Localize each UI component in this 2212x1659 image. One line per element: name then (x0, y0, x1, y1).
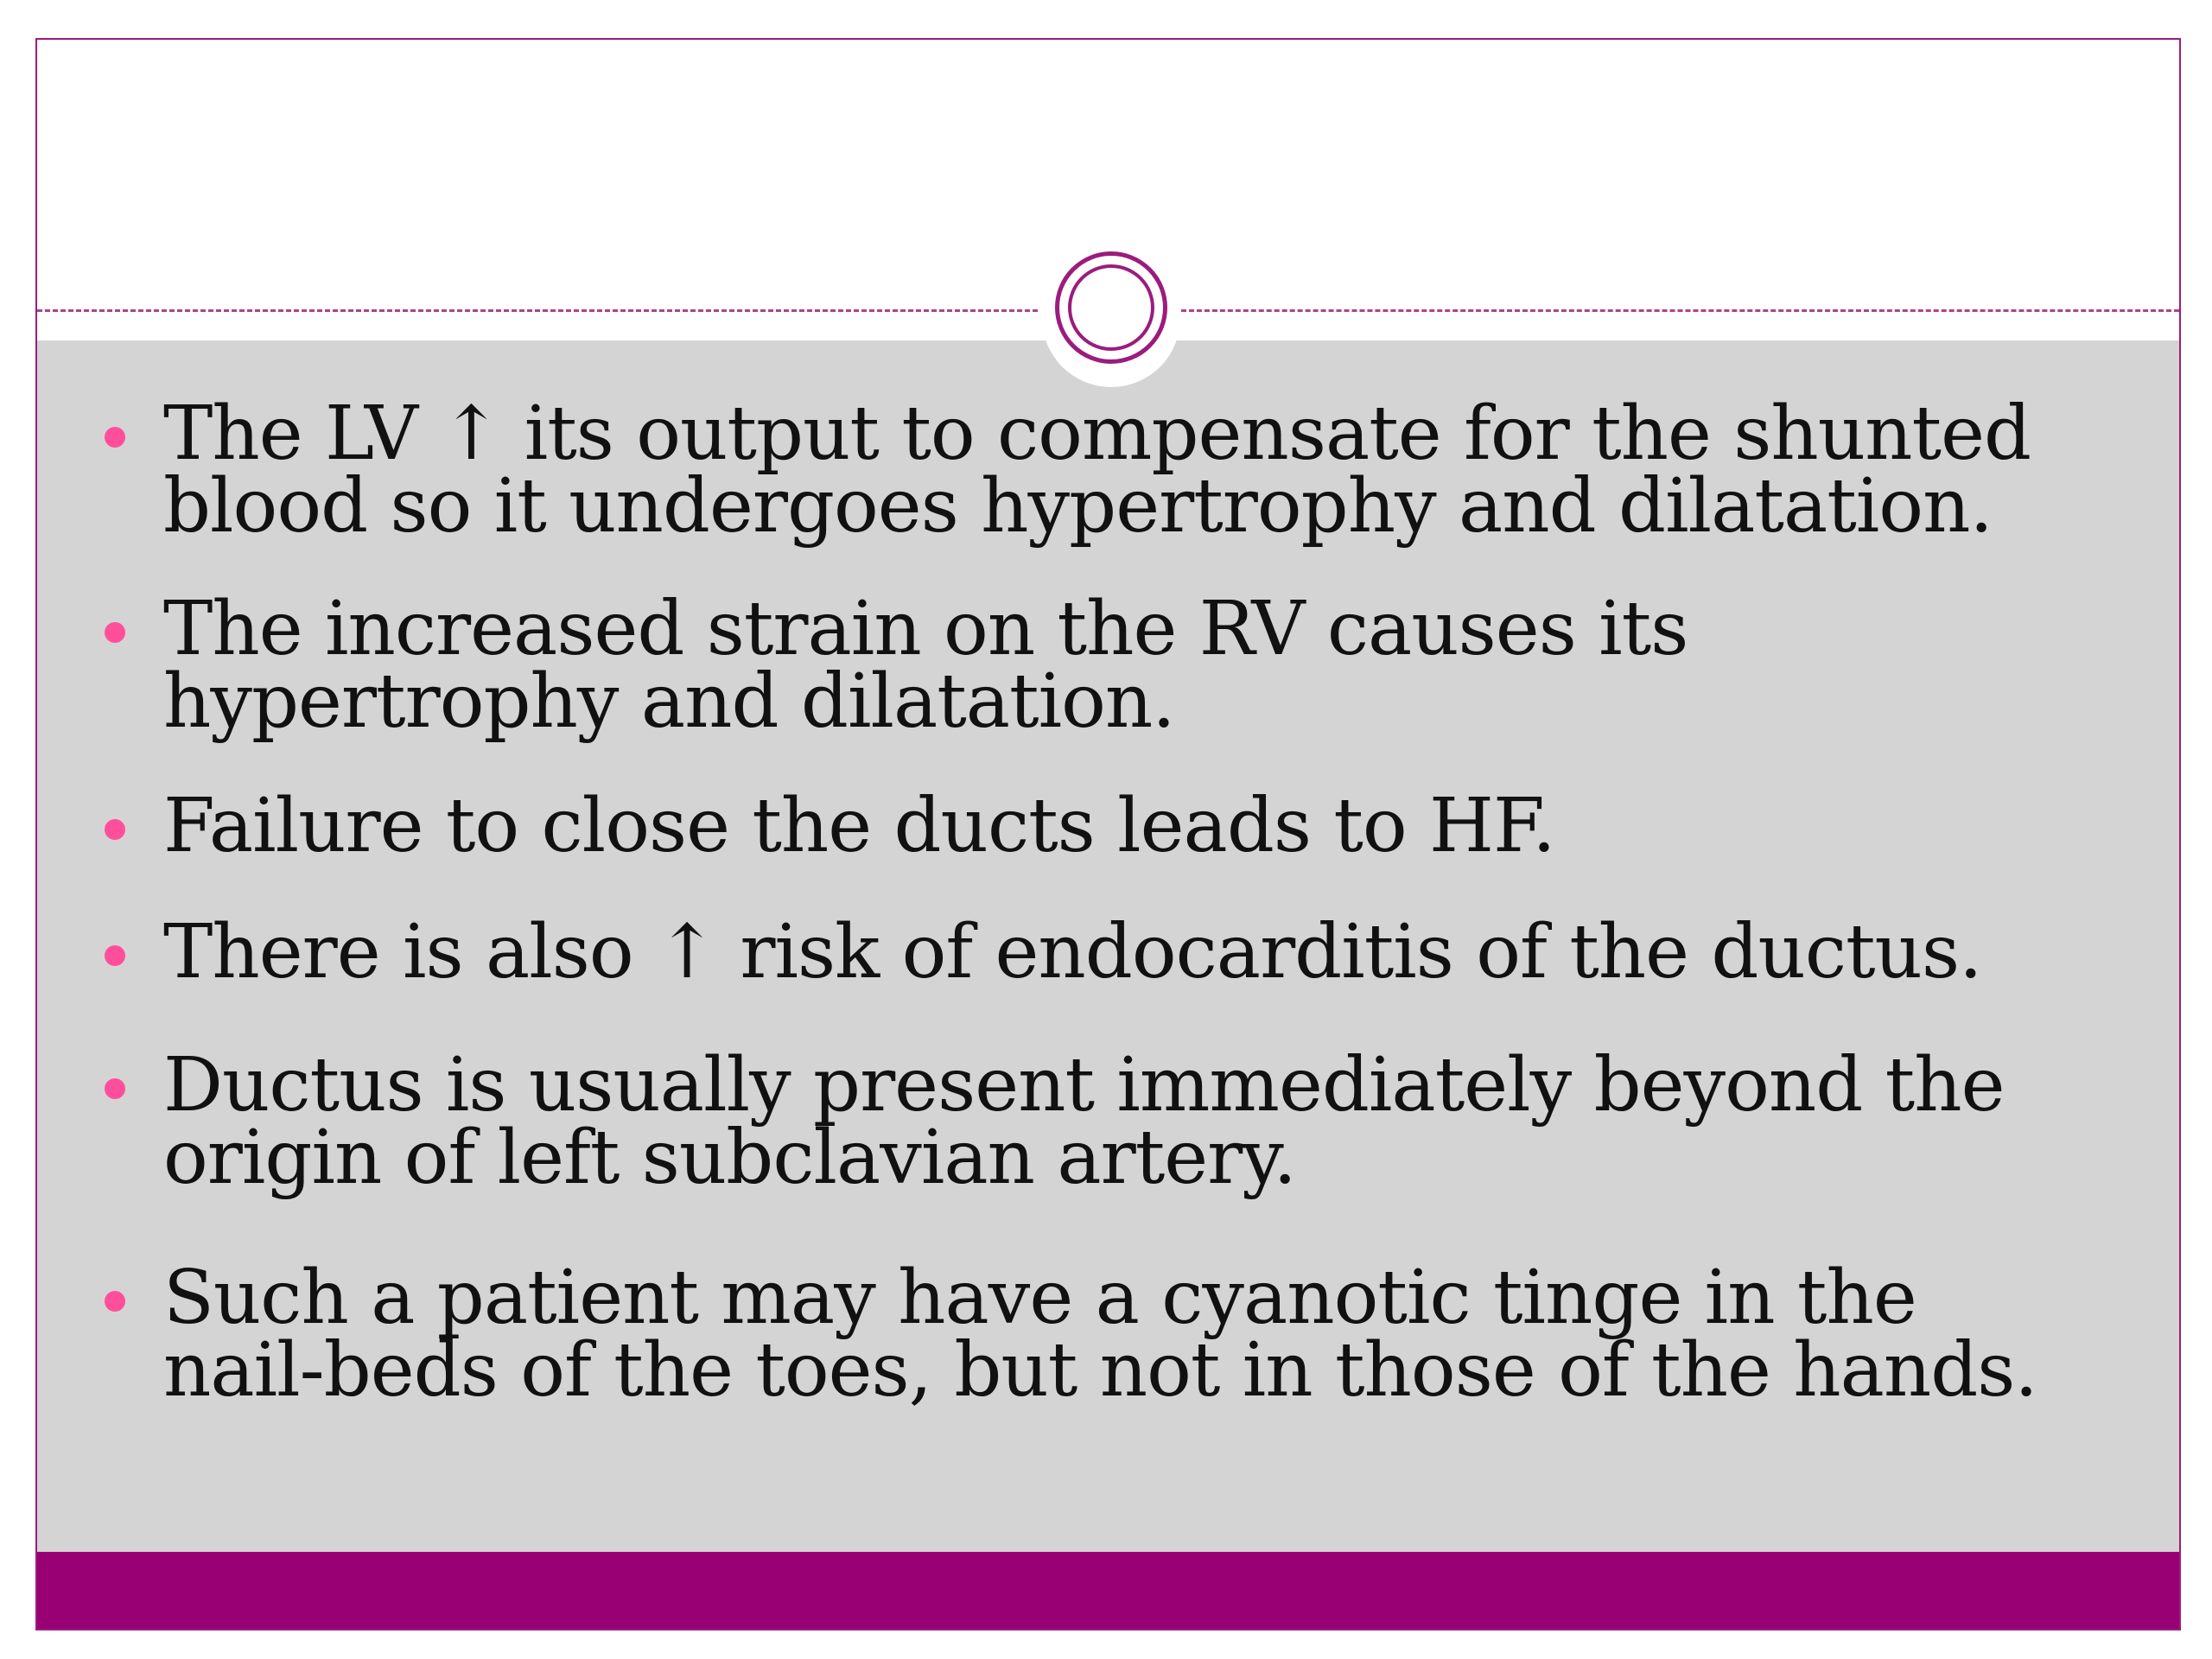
bullet-dot-icon (105, 819, 125, 840)
bullet-text: The LV ↑ its output to compensate for the shunted blood so it undergoes hypertrophy and dilatation. (163, 391, 2031, 550)
content-area (37, 340, 2179, 1554)
bullet-text: There is also ↑ risk of endocarditis of the ductus. (163, 909, 1982, 995)
inner-circle (1068, 264, 1154, 351)
bullet-dot-icon (105, 622, 125, 643)
bullet-text: Such a patient may have a cyanotic tinge in the nail-beds of the toes, but not in those of the hands. (163, 1255, 2037, 1414)
bullet-dot-icon (105, 945, 125, 966)
bullet-dot-icon (105, 1078, 125, 1099)
bullet-text: Ductus is usually present immediately beyond the origin of left subclavian artery. (163, 1042, 2005, 1201)
bullet-text: Failure to close the ducts leads to HF. (163, 783, 1555, 869)
bullet-text: The increased strain on the RV causes its hypertrophy and dilatation. (163, 586, 1688, 745)
divider-line-right (1181, 309, 2179, 312)
slide-frame (35, 38, 2181, 1630)
bullet-dot-icon (105, 427, 125, 448)
double-circle-icon (1055, 251, 1167, 364)
divider-line-left (37, 309, 1038, 312)
footer-bar (37, 1552, 2179, 1629)
bullet-dot-icon (105, 1291, 125, 1312)
